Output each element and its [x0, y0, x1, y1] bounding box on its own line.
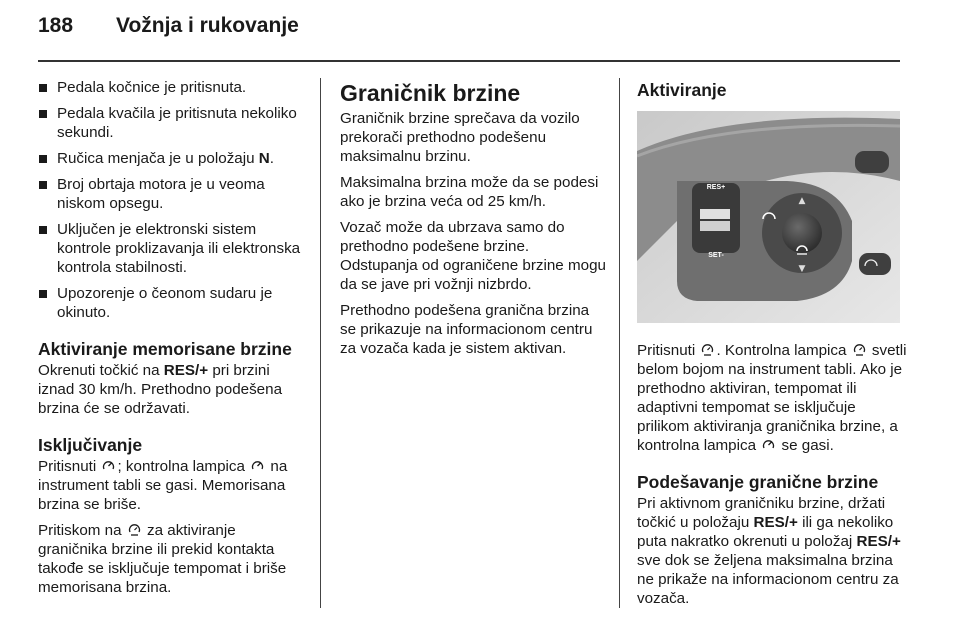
set-label: SET-: [708, 252, 724, 259]
paragraph: Pritiskom na za aktiviranje graničnika brzine ili prekid kontakta takođe se isključuje tempomat i briše memorisana brzina.: [38, 522, 287, 596]
cruise-control-icon: [102, 459, 115, 473]
list-item: Ručica menjača je u položaju N.: [38, 149, 306, 168]
list-item: Upozorenje o čeonom sudaru je okinuto.: [38, 284, 306, 322]
steering-wheel-controls-illustration: [637, 111, 900, 323]
bullet-icon: [39, 290, 47, 298]
column-1: [38, 78, 306, 604]
cruise-control-icon: [762, 438, 775, 452]
bullet-icon: [39, 110, 47, 118]
chapter-title: Vožnja i rukovanje: [116, 14, 299, 37]
paragraph: Maksimalna brzina može da se podesi ako je brzina veća od 25 km/h.: [340, 174, 599, 210]
header-rule: [38, 60, 900, 62]
cruise-control-icon: [251, 459, 264, 473]
res-label: RES+: [706, 184, 726, 191]
bullet-icon: [39, 84, 47, 92]
list-item: Uključen je elektronski sistem kontrole proklizavanja ili elektronska kontrola stabilnosti.: [38, 220, 306, 277]
paragraph: Pritisnuti . Kontrolna lampica svetli belom bojom na instrument tabli. Ako je prethodno aktiviran, tempomat ili adaptivni tempomat se isključuje prilikom aktiviranja graničnika brzine, a kontrolna lampica se gasi.: [637, 342, 907, 454]
paragraph: Pri aktivnom graničniku brzine, držati točkić u položaju RES/+ ili ga nekoliko puta nakratko okrenuti u položaj RES/+ sve dok se željena maksimalna brzina ne prikaže na informacionom centru za vozača.: [637, 495, 901, 607]
svg-text:▲: ▲: [798, 196, 806, 206]
bullet-icon: [39, 226, 47, 234]
section-title: Graničnik brzine: [340, 80, 521, 106]
speed-limiter-icon: [701, 343, 714, 357]
page-number: 188: [38, 14, 74, 37]
column-2: [340, 80, 608, 365]
paragraph: Vozač može da ubrzava samo do prethodno podešene brzine. Odstupanja od ograničene brzine mogu da se jave pri vožnji nizbrdo.: [340, 219, 606, 293]
paragraph: Okrenuti točkić na RES/+ pri brzini iznad 30 km/h. Prethodno podešena brzina će se održavati.: [38, 362, 283, 417]
column-3: [637, 80, 907, 615]
list-item: Pedala kvačila je pritisnuta nekoliko sekundi.: [38, 104, 306, 142]
svg-text:▼: ▼: [798, 264, 806, 274]
section-heading: Aktiviranje memorisane brzine: [38, 339, 292, 359]
paragraph: Graničnik brzine sprečava da vozilo prekorači prethodno podešenu maksimalnu brzinu.: [340, 110, 580, 165]
speed-limiter-icon: [128, 523, 141, 537]
bullet-icon: [39, 155, 47, 163]
paragraph: Prethodno podešena granična brzina se prikazuje na informacionom centru za vozača kada je sistem aktivan.: [340, 302, 593, 357]
paragraph: Pritisnuti ; kontrolna lampica na instrument tabli se gasi. Memorisana brzina se briše.: [38, 458, 288, 513]
column-divider-2: [619, 78, 620, 608]
bullet-icon: [39, 181, 47, 189]
speed-limiter-icon: [853, 343, 866, 357]
page-header: [38, 14, 299, 38]
list-item: Pedala kočnice je pritisnuta.: [38, 78, 306, 97]
section-heading: Podešavanje granične brzine: [637, 472, 879, 492]
section-heading: Aktiviranje: [637, 80, 727, 100]
list-item: Broj obrtaja motora je u veoma niskom opsegu.: [38, 175, 306, 213]
column-divider-1: [320, 78, 321, 608]
section-heading: Isključivanje: [38, 435, 143, 455]
condition-list: [38, 78, 306, 322]
